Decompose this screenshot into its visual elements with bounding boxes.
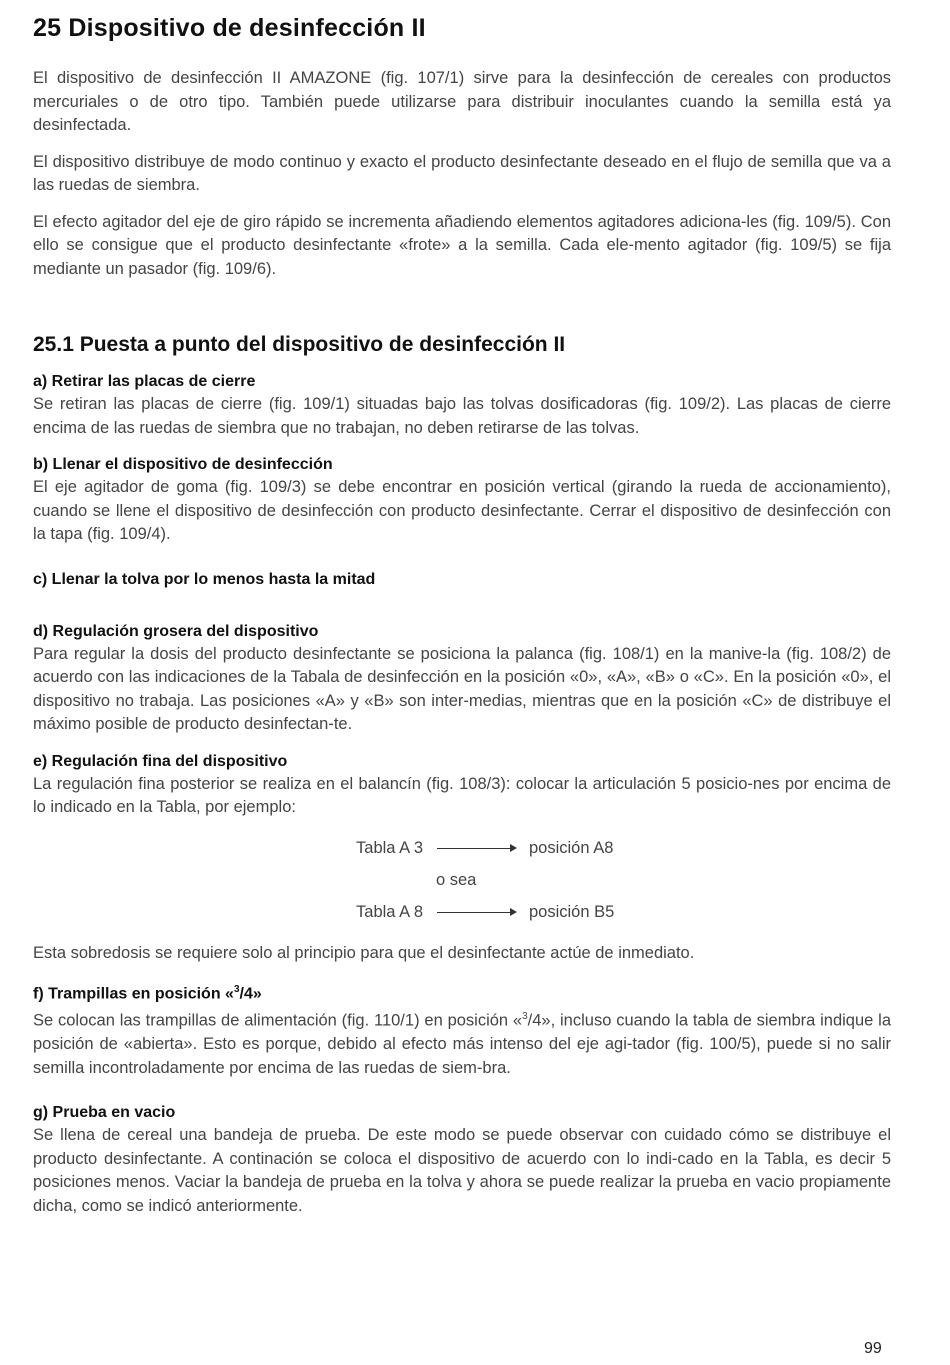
section-f	[33, 979, 891, 1080]
section-e-body: La regulación fina posterior se realiza en el balancín (fig. 108/3): colocar la articulación 5 posicio-nes por encima de lo indicado en la Tabla, por ejemplo:	[33, 774, 891, 816]
section-g-body: Se llena de cereal una bandeja de prueba. De este modo se puede observar con cuidado cómo se distribuye el producto desinfectante. A continación se coloca el dispositivo de acuerdo con lo indi-cado en la Tabla, es decir 5 posiciones menos. Vaciar la bandeja de prueba en la tolva y ahora se puede realizar la prueba en vacio propiamente dicha, como se indicó anteriormente.	[33, 1126, 891, 1215]
example-row-1-right: posición A8	[529, 838, 614, 857]
section-c-heading: c) Llenar la tolva por lo menos hasta la mitad	[33, 570, 376, 588]
section-b-heading: b) Llenar el dispositivo de desinfección	[33, 456, 333, 473]
section-d-heading: d) Regulación grosera del dispositivo	[33, 622, 319, 640]
section-a-heading: a) Retirar las placas de cierre	[33, 373, 256, 390]
intro-paragraph-3: El efecto agitador del eje de giro rápido se incrementa añadiendo elementos agitadores adiciona-les (fig. 109/5). Con ello se consigue que el producto desinfectante «frote» a la semilla. Cada ele-mento agitador (fig. 109/5) se fija mediante un pasador (fig. 109/6).	[33, 212, 891, 278]
section-f-body	[33, 1005, 891, 1080]
section-e	[33, 751, 891, 966]
arrow-right-icon	[437, 843, 517, 855]
section-d-body: Para regular la dosis del producto desinfectante se posiciona la palanca (fig. 108/1) en la manive-la (fig. 108/2) de acuerdo con las indicaciones de la Tabala de desinfección en la posición «0», «A», «B» o «C». En la posición «0», el dispositivo no trabaja. Las posiciones «A» y «B» son inter-medias, mientras que en la posición «C» de distribuye el máximo posible de producto desinfectan-te.	[33, 644, 891, 733]
arrow-right-icon	[437, 907, 517, 919]
example-row-2-right: posición B5	[529, 902, 615, 921]
section-e-heading: e) Regulación fina del dispositivo	[33, 752, 288, 770]
section-b	[33, 454, 891, 547]
section-c	[33, 569, 891, 591]
section-b-body: El eje agitador de goma (fig. 109/3) se debe encontrar en posición vertical (girando la rueda de accionamiento), cuando se llene el dispositivo de desinfección con producto desinfectante. Cerrar el dispositivo de desinfección con la tapa (fig. 109/4).	[33, 478, 891, 543]
section-d	[33, 621, 891, 737]
section-f-heading-sup: 3	[233, 984, 240, 995]
example-row-1-left: Tabla A 3	[356, 838, 423, 857]
section-g	[33, 1102, 891, 1218]
intro-paragraph-2: El dispositivo distribuye de modo continuo y exacto el producto desinfectante deseado en el flujo de semilla que va a las ruedas de siembra.	[33, 152, 891, 194]
intro-paragraph-1: El dispositivo de desinfección II AMAZONE (fig. 107/1) sirve para la desinfección de cereales con productos mercuriales o de otro tipo. También puede utilizarse para distribuir inoculantes cuando la semilla está ya desinfectada.	[33, 69, 891, 134]
example-row-1	[33, 832, 891, 866]
page-title: 25 Dispositivo de desinfección II	[33, 14, 426, 42]
page-number: 99	[864, 1340, 882, 1357]
section-f-body-post: /4», incluso cuando la tabla de siembra indique la posición de «abierta». Esto es porque, debido al efecto más intenso del eje agi-tador (fig. 100/5), puede si no salir semilla incontroladamente por encima de las ruedas de siem-bra.	[33, 1011, 891, 1077]
example-or: o sea	[436, 870, 477, 889]
document-page	[33, 14, 891, 1232]
section-f-heading-post: /4»	[239, 985, 262, 1003]
example-row-2-left: Tabla A 8	[356, 902, 423, 921]
section-f-body-pre: Se colocan las trampillas de alimentación (fig. 110/1) en posición «	[33, 1011, 523, 1030]
section-f-heading	[33, 979, 891, 1005]
section-f-body-sup: 3	[522, 1011, 528, 1023]
section-e-after: Esta sobredosis se requiere solo al principio para que el desinfectante actúe de inmediato.	[33, 943, 695, 962]
section-a	[33, 371, 891, 440]
example-block	[33, 832, 891, 930]
example-row-2	[33, 896, 891, 930]
section-subtitle: 25.1 Puesta a punto del dispositivo de desinfección II	[33, 333, 566, 356]
section-g-heading: g) Prueba en vacio	[33, 1104, 176, 1122]
section-a-body: Se retiran las placas de cierre (fig. 109/1) situadas bajo las tolvas dosificadoras (fig. 109/2). Las placas de cierre encima de las ruedas de siembra que no trabajan, no deben retirarse de las tolvas.	[33, 395, 891, 437]
section-f-heading-pre: f) Trampillas en posición «	[33, 985, 234, 1003]
